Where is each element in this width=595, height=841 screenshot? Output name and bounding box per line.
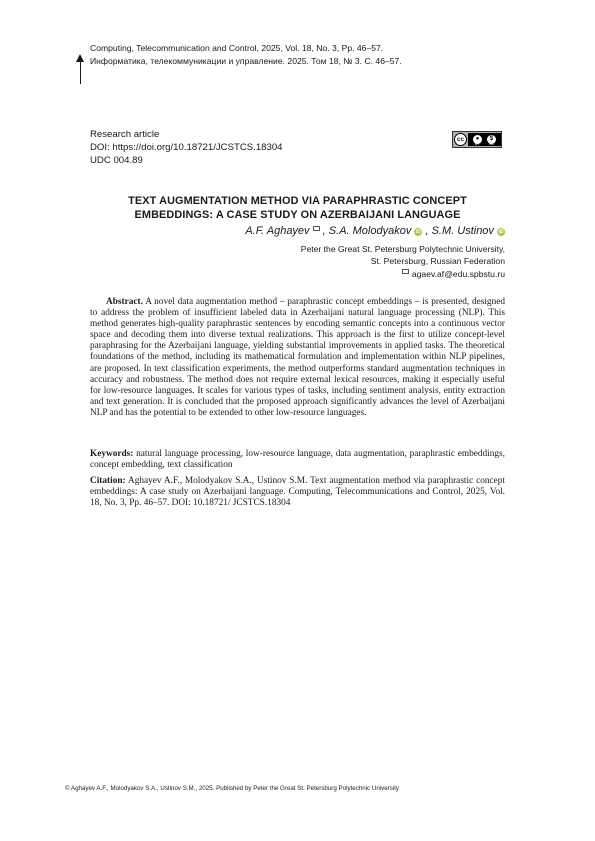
- abstract: [90, 297, 505, 419]
- copyright-footer: © Aghayev A.F., Molodyakov S.A., Ustinov S.M., 2025. Published by Peter the Great St. Petersburg Polytechnic University: [65, 785, 400, 792]
- email-link[interactable]: agaev.af@edu.spbstu.ru: [411, 269, 505, 279]
- author-list: [245, 225, 505, 237]
- author-name: S.A. Molodyakov: [328, 225, 412, 237]
- udc-code: UDC 004.89: [90, 155, 143, 166]
- person-icon: ●: [473, 135, 482, 144]
- cc-icon: cc: [454, 133, 467, 146]
- citation: [90, 476, 505, 509]
- citation-text: Aghayev A.F., Molodyakov S.A., Ustinov S.M. Text augmentation method via paraphrastic concept embeddings: A case study on Azerbaijani language. Computing, Telecommunications and Control, 2025, Vol. 18, No. 3, Pp. 46–57. DOI: 10.18721/ JCSTCS.18304: [90, 476, 505, 509]
- contact-email: [402, 269, 505, 279]
- header-rule: [80, 60, 81, 84]
- doi-link[interactable]: DOI: https://doi.org/10.18721/JCSTCS.18304: [90, 142, 283, 153]
- mail-icon: [313, 226, 320, 231]
- no-dollar-icon: $: [487, 135, 496, 144]
- keywords: [90, 449, 505, 471]
- nc-label: NC: [489, 142, 495, 146]
- keywords-text: natural language processing, low-resource language, data augmentation, paraphrastic embeddings, concept embedding, text classification: [90, 449, 506, 471]
- author-name: S.M. Ustinov: [431, 225, 494, 237]
- author-separator: ,: [319, 225, 329, 237]
- journal-header-en: Computing, Telecommunication and Control, 2025, Vol. 18, No. 3, Pp. 46–57.: [90, 43, 384, 53]
- affiliation-line1: Peter the Great St. Petersburg Polytechnic University,: [300, 244, 505, 254]
- orcid-icon[interactable]: iD: [415, 229, 421, 235]
- license-terms: [468, 133, 501, 146]
- by-label: BY: [475, 142, 480, 146]
- paper-title-line2: EMBEDDINGS: A CASE STUDY ON AZERBAIJANI LANGUAGE: [134, 209, 461, 221]
- citation-label: Citation:: [90, 476, 126, 486]
- orcid-icon[interactable]: iD: [498, 229, 504, 235]
- paper-title-line1: TEXT AUGMENTATION METHOD VIA PARAPHRASTIC CONCEPT: [128, 195, 467, 207]
- abstract-text: A novel data augmentation method – paraphrastic concept embeddings – is presented, designed to address the problem of insufficient labeled data in Azerbaijani natural language processing (NLP). This method generates high-quality paraphrastic sentences by encoding semantic concepts into a continuous vector space and decoding them into diverse textual realizations. This approach is the first to utilize concept-level paraphrasing for the Azerbaijani language, yielding substantial improvements in applied tasks. The theoretical foundations of the method, including its mathematical formulation and implementation within NLP pipelines, are proposed. In text classification experiments, the method outperforms standard augmentation techniques in accuracy and robustness. The method does not require external lexical resources, making it especially useful for low-resource languages. It scales for various types of tasks, including sentiment analysis, entity extraction and text generation. It is concluded that the proposed approach significantly advances the level of Azerbaijani NLP and has the potential to be extended to other low-resource languages.: [90, 297, 505, 418]
- cc-license-icon[interactable]: [452, 131, 502, 148]
- keywords-label: Keywords:: [90, 449, 134, 459]
- journal-header-ru: Информатика, телекоммуникации и управление. 2025. Том 18, № 3. С. 46–57.: [90, 56, 402, 66]
- mail-icon: [402, 269, 409, 274]
- abstract-label: Abstract.: [106, 297, 143, 307]
- article-type: Research article: [90, 129, 160, 140]
- author-name: A.F. Aghayev: [245, 225, 310, 237]
- author-separator: ,: [422, 225, 432, 237]
- affiliation-line2: St. Petersburg, Russian Federation: [370, 256, 505, 266]
